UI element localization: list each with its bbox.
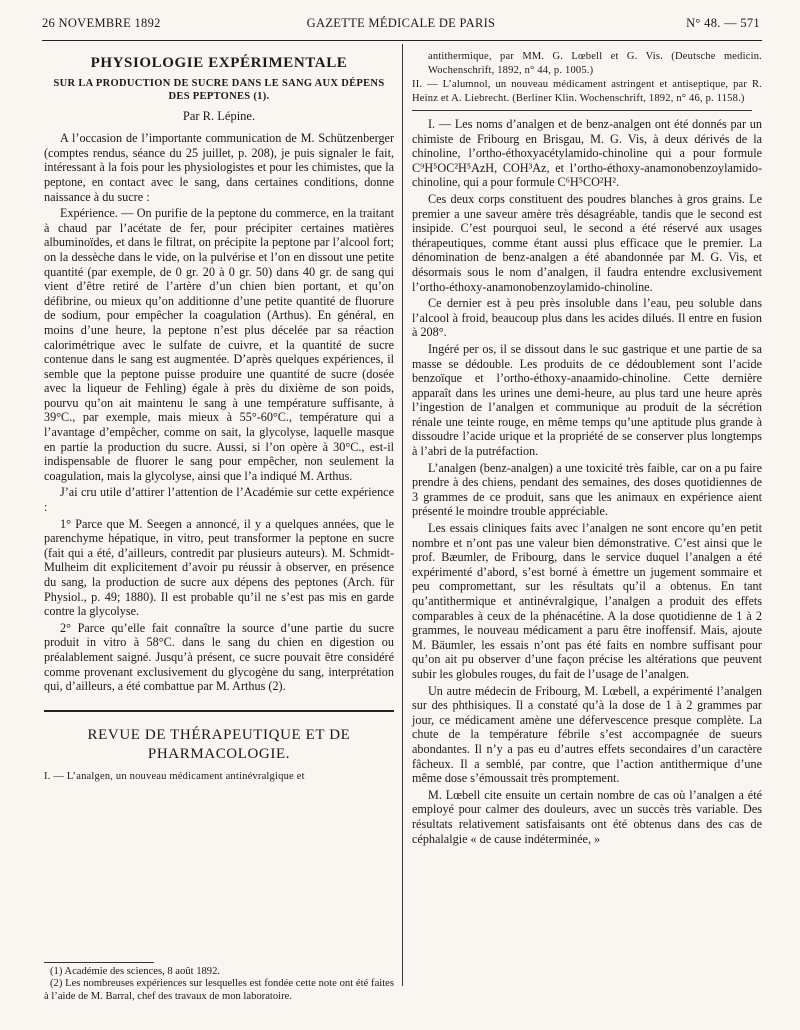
paragraph: Ingéré per os, il se dissout dans le suc gastrique et une partie de sa masse se dédouble. Les produits de ce dédoublement sont l’acide benzoïque et l’ortho-éthoxy-anaamido-chinoline. Cette dernière apparaît dans les urines une demi-heure, au plus tard une heure après l’ingestion de l’analgen et communique au produit de la sécrétion rénale une teinte rouge, en même temps qu’une aptitude plus grande à dissoudre l’acide urique et la propriété de se conserver plus longtemps à l’abri de la putréfaction. [412, 341, 762, 459]
page-header [42, 16, 760, 38]
item-title: II. — L’alumnol, un nouveau médicament astringent et antiseptique, par R. Heinz et A. Liebrecht. (Berliner Klin. Wochenschrift, 1892, n° 46, p. 1158.) [412, 79, 762, 104]
left-column [44, 50, 394, 784]
section-title: PHYSIOLOGIE EXPÉRIMENTALE [90, 55, 348, 71]
paragraph: 2° Parce qu’elle fait connaître la source d’une partie du sucre produit in vitro à 58°C. dans le sang du chien en digestion ou préalablement saigné. Jusqu’à présent, ce sucre pouvait être considéré comme provenant exclusivement du glycogène du sang, interprétation qui, d’ailleurs, a été combattue par M. Arthus (2). [44, 620, 394, 694]
section-divider [44, 710, 394, 712]
paragraph: M. Lœbell cite ensuite un certain nombre de cas où l’analgen a été employé pour calmer des douleurs, avec un succès très variable. Des résultats relativement satisfaisants ont été obtenus dans des cas de céphalalgie « de cause indéterminée, » [412, 787, 762, 846]
header-journal-title: GAZETTE MÉDICALE DE PARIS [306, 16, 496, 30]
revue-title: REVUE DE THÉRAPEUTIQUE ET DE PHARMACOLOGIE. [87, 726, 351, 762]
paragraph: Ces deux corps constituent des poudres blanches à gros grains. Le premier a une saveur amère très désagréable, tandis que le second est insipide. C’est pourquoi seul, le second a été réservé aux usages thérapeutiques, comme étant aussi plus efficace que le premier. La dénomination de benz-analgen a été abandonnée par M. G. Vis, et désormais sous le nom d’analgen, il faudra entendre exclusivement l’ortho-éthoxy-anamonobenzoylamido-chinoline. [412, 191, 762, 294]
paragraph: Les essais cliniques faits avec l’analgen ne sont encore qu’en petit nombre et n’ont pas une valeur bien démonstrative. C’est ainsi que le prof. Bæumler, de Fribourg, dans le service duquel l’analgen a été expérimenté d’abord, s’est borné à émettre un jugement sommaire et peu compromettant, sur les résultats qu’il a obtenus. En tant qu’antithermique et antinévralgique, l’analgen a produit des effets comparables à ceux de la phénacétine. A la dose quotidienne de 1 à 2 grammes, le nouveau médicament a paru être inoffensif. Mais, ajoute M. Bäumler, les essais n’ont pas été faits en nombre suffisant pour qu’on ait pu observer d’une façon précise les altérations que peuvent subir les globules rouges, du fait de l’usage de l’analgen. [412, 521, 762, 681]
header-date: 26 NOVEMBRE 1892 [42, 16, 161, 30]
paragraph: I. — Les noms d’analgen et de benz-analgen ont été donnés par un chimiste de Fribourg en Brisgau, M. G. Vis, à deux dérivés de la chinoline, l’ortho-éthoxyacétylamido-chinoline qui a pour formule C⁹H⁵OC²H⁵AzH, COH³Az, et l’ortho-éthoxy-anamonobenzoylamido-chinoline, qui a pour formule C⁶H⁵CO²H². [412, 117, 762, 190]
article-subtitle: SUR LA PRODUCTION DE SUCRE DANS LE SANG AUX DÉPENS DES PEPTONES (1). [53, 77, 385, 102]
paragraph: Un autre médecin de Fribourg, M. Lœbell, a expérimenté l’analgen sur des phthisiques. Il a constaté qu’à la dose de 1 à 2 grammes par jour, ce médicament amène une défervescence presque complète. La chute de la température fébrile s’est accompagnée de sueurs abondantes. Il n’y a pas eu d’autres effets secondaires d’un caractère fâcheux. Il a semblé, par contre, que l’action antithermique d’une même dose s’émoussait très promptement. [412, 683, 762, 786]
article-author: Par R. Lépine. [182, 108, 256, 123]
paragraph: L’analgen (benz-analgen) a une toxicité très faible, car on a pu faire prendre à des chiens, pendant des semaines, des doses quotidiennes de 3 grammes de ce produit, sans que les animaux en expérience aient présenté le moindre trouble appréciable. [412, 460, 762, 519]
item-divider [412, 110, 752, 111]
header-page-number: N° 48. — 571 [686, 16, 760, 30]
paragraph: A l’occasion de l’importante communication de M. Schützenberger (comptes rendus, séance du 25 juillet, p. 208), je puis signaler le fait, intéressant à la fois pour les physiologistes et pour les chimistes, que la peptone, en contact avec le sang, dans certaines conditions, donne naissance à du sucre : [44, 131, 394, 204]
footnote: (2) Les nombreuses expériences sur lesquelles est fondée cette note ont été faites à l’aide de M. Barral, chef des travaux de mon laboratoire. [44, 978, 394, 1002]
footnote-rule [44, 962, 154, 963]
item-title-continued: antithermique, par MM. G. Lœbell et G. Vis. (Deutsche medicin. Wochenschrift, 1892, n° 44, p. 1005.) [428, 51, 762, 76]
paragraph: 1° Parce que M. Seegen a annoncé, il y a quelques années, que le parenchyme hépatique, in vitro, peut transformer la peptone en sucre (fait qui a été, d’ailleurs, contredit par plusieurs auteurs). M. Schmidt-Mulheim dit explicitement d’avoir pu réussir à observer, en présence du sang, la production de sucre aux dépens des peptones (Arch. für Physiol., p. 49; 1880). Il est probable qu’il ne s’est pas mis en garde contre la glycolyse. [44, 516, 394, 619]
header-rule [42, 40, 762, 41]
column-divider [402, 44, 403, 986]
right-column [412, 50, 762, 848]
paragraph: Ce dernier est à peu près insoluble dans l’eau, peu soluble dans l’alcool à froid, beaucoup plus dans les acides dilués. Il entre en fusion à 208°. [412, 296, 762, 340]
paragraph: J’ai cru utile d’attirer l’attention de l’Académie sur cette expérience : [44, 485, 394, 515]
footnote: (1) Académie des sciences, 8 août 1892. [50, 966, 221, 977]
item-title: I. — L’analgen, un nouveau médicament antinévralgique et [44, 770, 305, 782]
footnotes [44, 962, 394, 1003]
paragraph: Expérience. — On purifie de la peptone du commerce, en la traitant à chaud par l’acétate de fer, pour précipiter certaines matières albuminoïdes, et dans le filtrat, on précipite la peptone par l’alcool fort; on la dessèche dans le vide, on la pulvérise et l’on en dissout une petite quantité (par exemple, de 0 gr. 20 à 0 gr. 50) dans 40 gr. de sang qui vient d’être retiré de l’artère d’un chien bien portant, et qu’on défibrine, ou mieux qu’on additionne d’une petite quantité de fluorure de sodium, pour empêcher la coagulation (Arthus). En général, en moins d’une heure, la peptone n’est plus décelée par sa réaction calorimétrique avec le sulfate de cuivre, et la quantité de sucre contenue dans le sang est augmentée. D’après quelques expériences, il semble que la peptone puisse produire une quantité de sucre (dosée avec la liqueur de Fehling) égale à près du dixième de son poids, pourvu qu’on ait maintenu le sang à une température suffisante, à 39°C., par exemple, mais mieux à 55°-60°C., température qui a l’avantage d’empêcher, comme on sait, la glycolyse, laquelle masque en partie la production du sucre. Aussi, si l’on opère à 30°C., est-il indispensable de fluorer le sang pour empêcher, non seulement la coagulation, mais la glycolyse, ainsi que l’a indiqué M. Arthus. [44, 206, 394, 483]
